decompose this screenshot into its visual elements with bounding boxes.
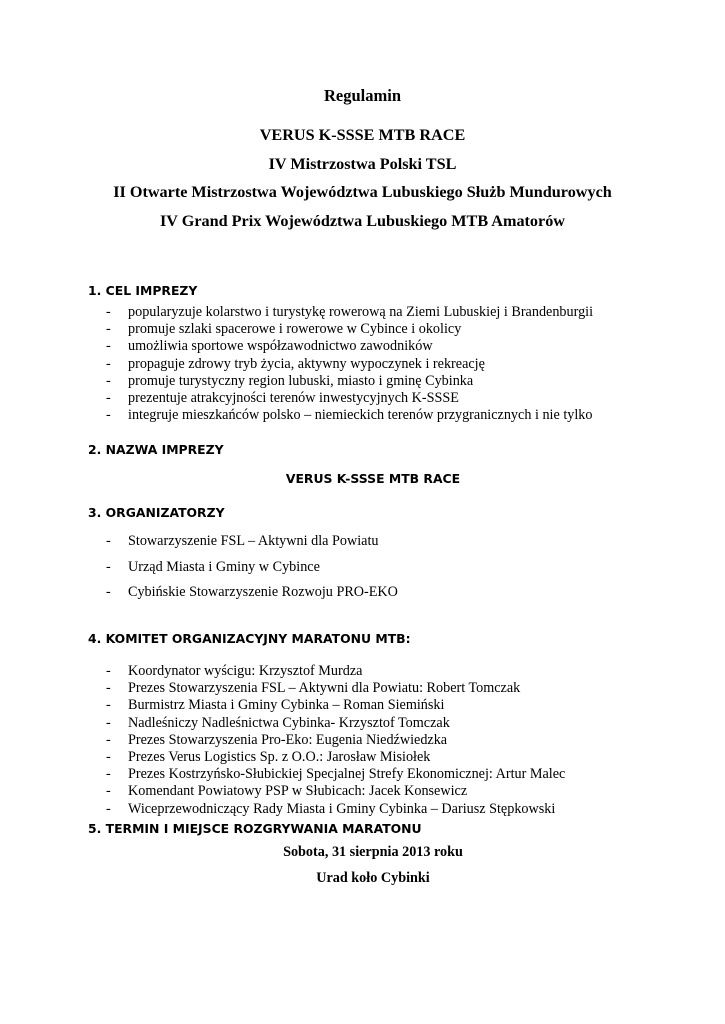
list-item: - Burmistrz Miasta i Gminy Cybinka – Roman Siemiński bbox=[88, 697, 658, 714]
subtitle-grand-prix: IV Grand Prix Województwa Lubuskiego MTB Amatorów bbox=[159, 211, 565, 230]
list-item: - propaguje zdrowy tryb życia, aktywny wypoczynek i rekreację bbox=[88, 356, 658, 373]
list-item: - Nadleśniczy Nadleśnictwa Cybinka- Krzysztof Tomczak bbox=[88, 715, 658, 732]
list-item: - popularyzuje kolarstwo i turystykę rowerową na Ziemi Lubuskiej i Brandenburgii bbox=[88, 304, 658, 321]
list-item: - Prezes Stowarzyszenia FSL – Aktywni dla Powiatu: Robert Tomczak bbox=[88, 680, 658, 697]
list-item: - Urząd Miasta i Gminy w Cybince bbox=[88, 555, 658, 581]
section-termin-miejsce bbox=[88, 820, 658, 887]
list-item: - Stowarzyszenie FSL – Aktywni dla Powiatu bbox=[88, 529, 658, 555]
organizers-list bbox=[88, 529, 658, 606]
event-place: Urad koło Cybinki bbox=[316, 869, 430, 886]
list-item: - promuje szlaki spacerowe i rowerowe w Cybince i okolicy bbox=[88, 321, 658, 338]
event-date: Sobota, 31 sierpnia 2013 roku bbox=[283, 843, 463, 860]
section-heading: 4. KOMITET ORGANIZACYJNY MARATONU MTB: bbox=[88, 630, 411, 646]
event-name-value: VERUS K-SSSE MTB RACE bbox=[285, 471, 461, 487]
list-item: - promuje turystyczny region lubuski, miasto i gminę Cybinka bbox=[88, 373, 658, 390]
section-komitet bbox=[88, 630, 658, 818]
list-item: - Wiceprzewodniczący Rady Miasta i Gminy Cybinka – Dariusz Stępkowski bbox=[88, 801, 658, 818]
list-item: - Prezes Stowarzyszenia Pro-Eko: Eugenia Niedźwiedzka bbox=[88, 732, 658, 749]
list-item: - umożliwia sportowe współzawodnictwo zawodników bbox=[88, 338, 658, 355]
list-item: - Prezes Kostrzyńsko-Słubickiej Specjalnej Strefy Ekonomicznej: Artur Malec bbox=[88, 766, 658, 783]
list-item: - Komendant Powiatowy PSP w Słubicach: Jacek Konsewicz bbox=[88, 783, 658, 800]
sections bbox=[88, 282, 658, 887]
committee-list bbox=[88, 663, 658, 818]
section-cel-imprezy bbox=[88, 282, 658, 424]
section-organizatorzy bbox=[88, 504, 658, 606]
list-item: - integruje mieszkańców polsko – niemieckich terenów przygranicznych i nie tylko bbox=[88, 407, 658, 424]
section-heading: 5. TERMIN I MIEJSCE ROZGRYWANIA MARATONU bbox=[88, 820, 422, 836]
document-title: Regulamin bbox=[323, 86, 401, 105]
list-item: - Koordynator wyścigu: Krzysztof Murdza bbox=[88, 663, 658, 680]
list-item: - prezentuje atrakcyjności terenów inwestycyjnych K-SSSE bbox=[88, 390, 658, 407]
section-heading: 2. NAZWA IMPREZY bbox=[88, 442, 224, 458]
list-item: - Prezes Verus Logistics Sp. z O.O.: Jarosław Misiołek bbox=[88, 749, 658, 766]
list-item: - Cybińskie Stowarzyszenie Rozwoju PRO-EKO bbox=[88, 580, 658, 606]
section-heading: 3. ORGANIZATORZY bbox=[88, 505, 225, 521]
subtitle-championship-tsl: IV Mistrzostwa Polski TSL bbox=[268, 154, 457, 173]
goal-list bbox=[88, 304, 658, 424]
title-block bbox=[0, 86, 725, 235]
section-heading: 1. CEL IMPREZY bbox=[88, 283, 198, 298]
event-name: VERUS K-SSSE MTB RACE bbox=[259, 126, 466, 144]
section-nazwa-imprezy bbox=[88, 441, 658, 488]
subtitle-uniformed-services: II Otwarte Mistrzostwa Województwa Lubuskiego Służb Mundurowych bbox=[113, 183, 612, 201]
